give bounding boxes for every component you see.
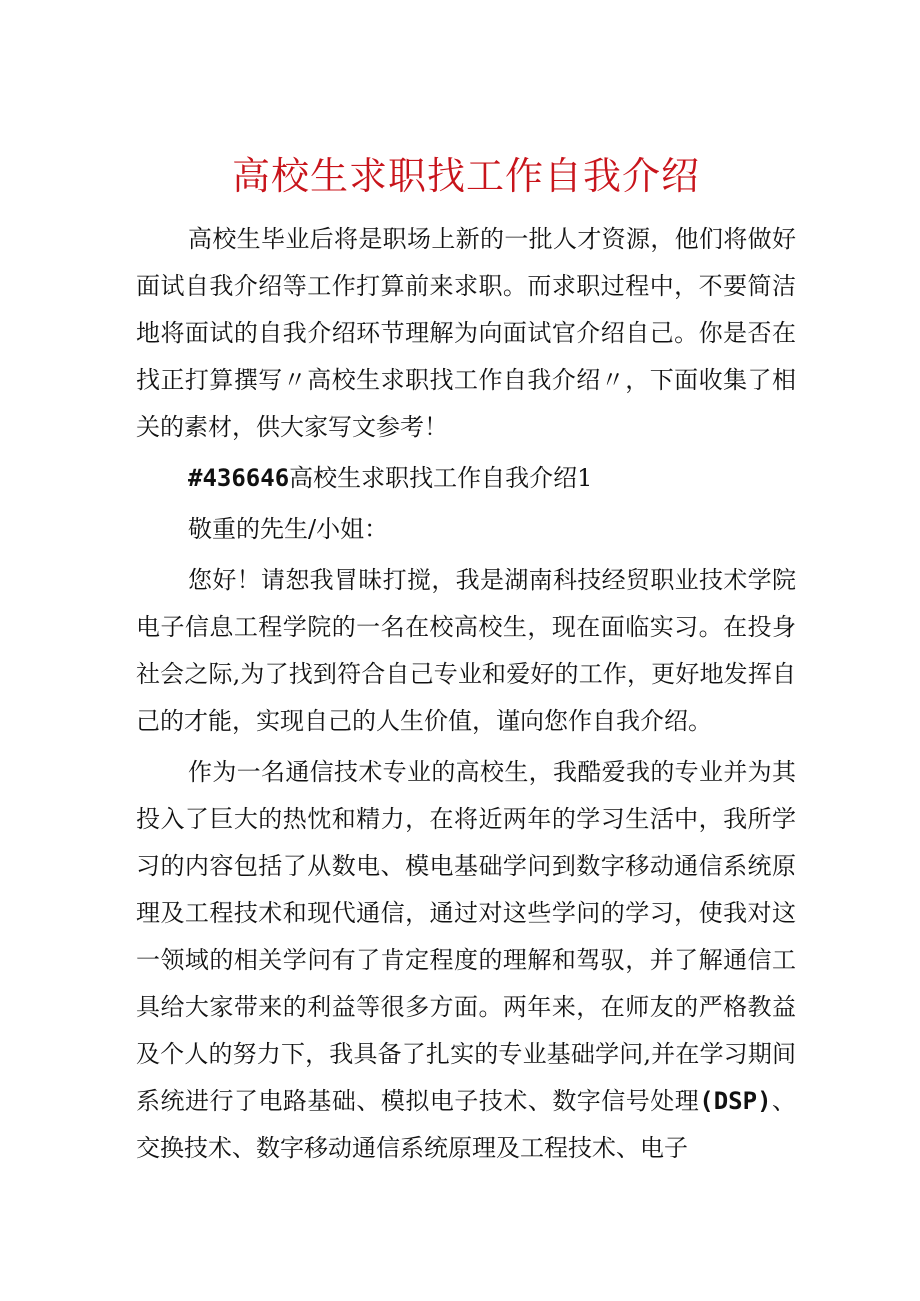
body-paragraph-1: 您好！请恕我冒昧打搅，我是湖南科技经贸职业技术学院电子信息工程学院的一名在校高校生，现在面临实习。在投身社会之际,为了找到符合自己专业和爱好的工作，更好地发挥自己的才能，实现自己的人生价值，谨向您作自我介绍。 [136, 566, 796, 735]
intro-paragraph: 高校生毕业后将是职场上新的一批人才资源，他们将做好面试自我介绍等工作打算前来求职。而求职过程中，不要简洁地将面试的自我介绍环节理解为向面试官介绍自己。你是否在找正打算撰写〃高校生求职找工作自我介绍〃，下面收集了相关的素材，供大家写文参考！ [136, 225, 796, 441]
document-title: 高校生求职找工作自我介绍 [231, 154, 700, 198]
dsp-code: (DSP) [699, 1087, 772, 1115]
body-paragraph-2 [136, 749, 796, 1172]
section-heading-code: #436646 [188, 464, 290, 492]
body-paragraph-2-main: 作为一名通信技术专业的高校生，我酷爱我的专业并为其投入了巨大的热忱和精力，在将近两年的学习生活中，我所学习的内容包括了从数电、模电基础学问到数字移动通信系统原理及工程技术和现代通信，通过对这些学问的学习，使我对这一领域的相关学问有了肯定程度的理解和驾驭，并了解通信工具给大家带来的利益等很多方面。两年来，在师友的严格教益及个人的努力下，我具备了扎实的专业基础学问,并在学习期间系统进行了电路基础、模拟电子技术、数字信号处理 [136, 758, 796, 1115]
document-page [136, 150, 796, 1172]
section-heading [136, 455, 796, 502]
section-heading-text: 高校生求职找工作自我介绍1 [289, 464, 593, 492]
greeting-line: 敬重的先生/小姐： [188, 515, 389, 543]
body-paragraph-2-tail: 、交换技术、数字移动通信系统原理及工程技术、电子 [136, 1087, 797, 1162]
